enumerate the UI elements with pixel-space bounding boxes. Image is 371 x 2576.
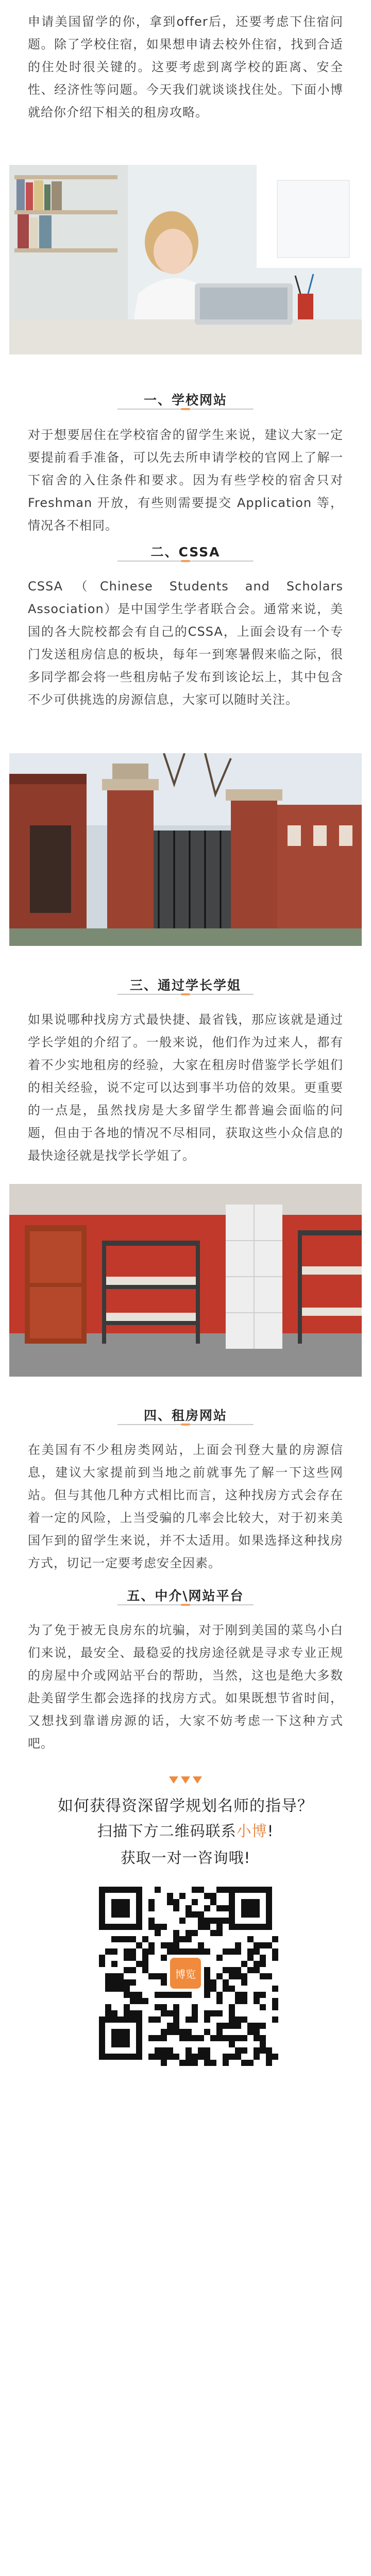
campus-gate-photo [9,753,362,946]
student-studying-photo [9,165,362,354]
footer-question: 如何获得资深留学规划名师的指导？ [58,1797,313,1815]
heading-accent-1 [181,408,190,410]
section-title-5: 五、中介\网站平台 [127,1588,244,1603]
footer-line-1-post: ! [267,1822,274,1840]
section-body-1: 对于想要居住在学校宿舍的留学生来说，建议大家一定要提前看手准备，可以先去所申请学校的官网上了解一下宿舍的入住条件和要求。因为有些学校的宿舍只对 Freshman 开放，有些则需要提交 Application 等，情况各不相同。 [28,428,343,533]
heading-accent-5 [181,1604,190,1606]
section-heading-1 [0,390,371,409]
footer-line-1-pre: 扫描下方二维码联系 [97,1822,237,1840]
footer-line-1 [0,1820,371,1841]
section-title-3: 三、通过学长学姐 [129,978,241,993]
section-title-2: 二、CSSA [150,545,221,560]
section-body-4: 在美国有不少租房类网站，上面会刊登大量的房源信息，建议大家提前到当地之前就事先了解一下这些网站。但与其他几种方式相比而言，这种找房方式会存在着一定的风险，上当受骗的几率会比较大，对于初来美国乍到的留学生来说，并不太适用。如果选择这种找房方式，切记一定要考虑安全因素。 [28,1443,343,1570]
section-heading-4 [0,1405,371,1424]
dorm-room-photo [9,1184,362,1377]
section-heading-3 [0,975,371,994]
section-body-2: CSSA（Chinese Students and Scholars Association）是中国学生学者联合会。通常来说，美国的各大院校都会有自己的CSSA，上面会设有一个专门发送租房信息的板块，每年一到寒暑假来临之际，很多同学都会将一些租房帖子发布到该论坛上，其中包含不少可供挑选的房源信息，大家可以随时关注。 [28,579,343,707]
heading-accent-2 [181,560,190,562]
qr-code[interactable] [93,1880,278,2066]
triangle-icon [193,1776,202,1784]
section-heading-5 [0,1586,371,1604]
heading-accent-3 [181,993,190,995]
section-title-4: 四、租房网站 [143,1408,227,1423]
triangle-icon [181,1776,190,1784]
qr-code-image [93,1880,278,2066]
qr-logo-text: 博览 [175,1968,196,1980]
section-body-3: 如果说哪种找房方式最快捷、最省钱，那应该就是通过学长学姐的介绍了。一般来说，他们作为过来人，都有着不少实地租房的经验，大家在租房时借鉴学长学姐们的相关经验，说不定可以达到事半功倍的效果。更重要的一点是，虽然找房是大多留学生都普遍会面临的问题，但由于各地的情况不尽相同，获取这些小众信息的最快途径就是找学长学姐了。 [28,1012,343,1163]
footer-line-2: 获取一对一咨询哦! [120,1849,251,1867]
footer-line-1-name: 小博 [236,1822,267,1840]
section-heading-2 [0,542,371,561]
section-body-5: 为了免于被无良房东的坑骗，对于刚到美国的菜鸟小白们来说，最安全、最稳妥的找房途径就是寻求专业正规的房屋中介或网站平台的帮助，当然，这也是绝大多数赴美留学生都会选择的找房方式。如果既想节省时间，又想找到靠谱房源的话，大家不妨考虑一下这种方式吧。 [28,1623,343,1751]
heading-accent-4 [181,1423,190,1426]
triangle-icon [169,1776,178,1784]
intro-paragraph: 申请美国留学的你，拿到offer后，还要考虑下住宿问题。除了学校住宿，如果想申请去校外住宿，找到合适的住处时很关键的。这要考虑到离学校的距离、安全性、经济性等问题。今天我们就谈谈找住处。下面小博就给你介绍下相关的租房攻略。 [28,14,343,120]
section-title-1: 一、学校网站 [143,393,227,408]
